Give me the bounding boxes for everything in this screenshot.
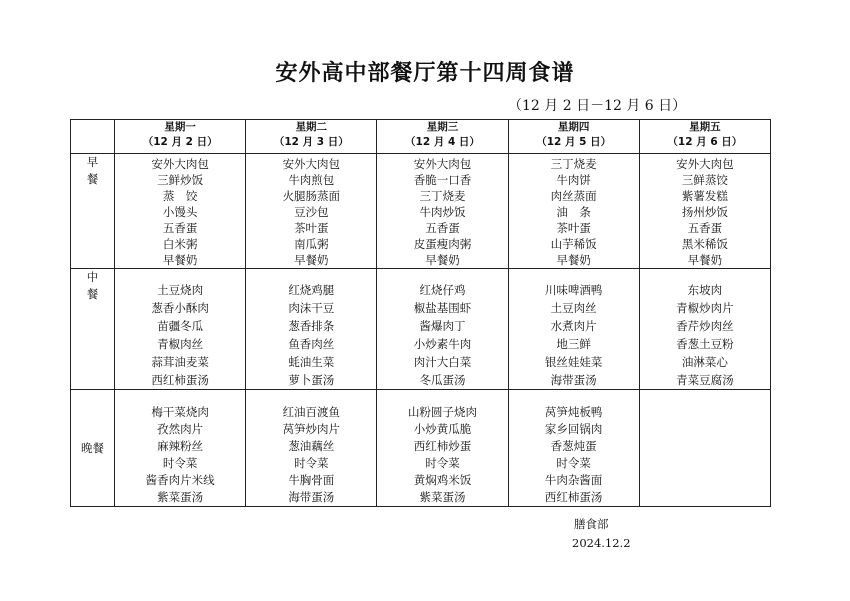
dish-item: 早餐奶 xyxy=(687,253,723,267)
meal-label xyxy=(71,154,115,269)
dish-item: 蒸 饺 xyxy=(162,189,198,203)
dish-item: 葱香排条 xyxy=(288,319,335,333)
dish-item: 油淋菜心 xyxy=(681,355,728,369)
dish-item: 黄焖鸡米饭 xyxy=(413,473,472,487)
dish-list xyxy=(115,390,245,506)
day-header-wed xyxy=(377,120,508,154)
dish-item: 五香蛋 xyxy=(425,221,460,235)
dish-list xyxy=(509,269,639,389)
day-date: （12 月 3 日） xyxy=(273,136,349,148)
dish-item: 茶叶蛋 xyxy=(556,221,591,235)
dish-list xyxy=(509,390,639,506)
menu-cell xyxy=(115,154,246,269)
dish-list xyxy=(377,390,507,506)
dish-item: 牛胸骨面 xyxy=(288,473,335,487)
dish-list xyxy=(115,154,245,268)
dish-item: 海带蛋汤 xyxy=(550,373,597,387)
dish-item: 三鲜炒饭 xyxy=(157,173,204,187)
dish-item: 西红柿蛋汤 xyxy=(544,490,603,504)
dish-item: 东坡肉 xyxy=(687,283,723,297)
dish-item: 酱香肉片米线 xyxy=(145,473,215,487)
dish-item: 青椒肉丝 xyxy=(157,337,204,351)
dish-list xyxy=(640,390,770,404)
dish-item: 梅干菜烧肉 xyxy=(151,405,209,419)
dish-item: 青椒炒肉片 xyxy=(676,301,734,315)
dish-item: 水煮肉片 xyxy=(550,319,597,333)
dish-item: 青菜豆腐汤 xyxy=(676,373,734,387)
menu-cell xyxy=(377,390,508,507)
dish-item: 小炒黄瓜脆 xyxy=(413,422,472,436)
day-header-tue xyxy=(246,120,377,154)
header-row xyxy=(71,120,771,154)
dish-item: 银丝娃娃菜 xyxy=(544,355,603,369)
dish-item: 五香蛋 xyxy=(162,221,198,235)
menu-cell xyxy=(639,390,770,507)
dish-item: 家乡回锅肉 xyxy=(544,422,603,436)
dish-list xyxy=(377,269,507,389)
day-name: 星期一 xyxy=(164,121,196,133)
dish-item: 西红柿蛋汤 xyxy=(151,373,209,387)
menu-cell xyxy=(508,390,639,507)
dish-item: 三鲜蒸饺 xyxy=(681,173,728,187)
dish-item: 三丁烧麦 xyxy=(419,189,466,203)
dish-list xyxy=(377,154,507,268)
dish-item: 蚝油生菜 xyxy=(288,355,335,369)
dish-item: 葱油藕丝 xyxy=(288,439,335,453)
meal-label xyxy=(71,269,115,390)
dish-item: 茶叶蛋 xyxy=(294,221,329,235)
day-header-thu xyxy=(508,120,639,154)
menu-cell xyxy=(377,154,508,269)
dish-item: 莴笋炒肉片 xyxy=(282,422,341,436)
dish-item: 蒜茸油麦菜 xyxy=(151,355,209,369)
dish-item: 红油百渡鱼 xyxy=(282,405,341,419)
dish-item: 肉丝蒸面 xyxy=(550,189,597,203)
dish-item: 肉沫干豆 xyxy=(288,301,335,315)
day-name: 星期四 xyxy=(557,121,590,133)
dish-item: 紫菜蛋汤 xyxy=(157,490,204,504)
menu-cell xyxy=(508,154,639,269)
corner-cell xyxy=(71,120,115,154)
page-title: 安外高中部餐厅第十四周食谱 xyxy=(275,61,575,86)
dish-item: 三丁烧麦 xyxy=(550,157,597,171)
dish-item: 时令菜 xyxy=(294,456,329,470)
meal-row-lunch xyxy=(71,269,771,390)
day-name: 星期二 xyxy=(295,121,328,133)
dish-item: 扬州炒饭 xyxy=(681,205,728,219)
dish-list xyxy=(246,269,376,389)
dish-item: 莴笋炖板鸭 xyxy=(544,405,603,419)
day-date: （12 月 2 日） xyxy=(142,136,218,148)
dish-item: 早餐奶 xyxy=(162,253,198,267)
dish-list xyxy=(640,154,770,268)
menu-table xyxy=(70,119,771,507)
day-date: （12 月 4 日） xyxy=(405,136,480,148)
dish-item: 红烧鸡腿 xyxy=(288,283,335,297)
menu-cell xyxy=(508,269,639,390)
meal-label xyxy=(71,390,115,507)
day-header-mon xyxy=(115,120,246,154)
meal-label-text: 早餐 xyxy=(86,155,99,186)
dish-item: 酱爆肉丁 xyxy=(419,319,466,333)
dish-item: 香葱炖蛋 xyxy=(550,439,597,453)
dish-item: 山粉圆子烧肉 xyxy=(407,405,477,419)
dish-item: 肉汁大白菜 xyxy=(413,355,472,369)
dish-item: 香葱土豆粉 xyxy=(676,337,734,351)
dish-item: 时令菜 xyxy=(556,456,591,470)
dish-item: 皮蛋瘦肉粥 xyxy=(413,237,472,251)
dish-item: 牛肉炒饭 xyxy=(419,205,466,219)
day-header-fri xyxy=(639,120,770,154)
dish-list xyxy=(640,269,770,389)
dish-item: 孜然肉片 xyxy=(157,422,204,436)
dish-item: 安外大肉包 xyxy=(151,157,209,171)
dish-item: 葱香小酥肉 xyxy=(151,301,209,315)
dish-item: 安外大肉包 xyxy=(282,157,341,171)
dish-item: 小炒素牛肉 xyxy=(413,337,472,351)
dish-item: 川味啤酒鸭 xyxy=(544,283,603,297)
dish-item: 萝卜蛋汤 xyxy=(288,373,335,387)
dish-item: 小馒头 xyxy=(162,205,198,219)
dish-item: 海带蛋汤 xyxy=(288,490,335,504)
menu-cell xyxy=(115,390,246,507)
dish-item: 山芋稀饭 xyxy=(550,237,597,251)
dish-item: 黑米稀饭 xyxy=(681,237,728,251)
dish-item: 早餐奶 xyxy=(425,253,460,267)
meal-label-text: 晚餐 xyxy=(81,441,105,455)
menu-cell xyxy=(639,154,770,269)
dish-item: 白米粥 xyxy=(162,237,198,251)
dish-item: 苗疆冬瓜 xyxy=(157,319,204,333)
dish-item: 安外大肉包 xyxy=(676,157,734,171)
date-range: （12 月 2 日－12 月 6 日） xyxy=(508,98,687,114)
dish-item: 早餐奶 xyxy=(294,253,329,267)
dish-list xyxy=(115,269,245,389)
dish-item: 紫薯发糕 xyxy=(681,189,728,203)
dish-item: 时令菜 xyxy=(162,456,198,470)
dish-item: 西红柿炒蛋 xyxy=(413,439,472,453)
day-name: 星期三 xyxy=(426,121,459,133)
dish-list xyxy=(509,154,639,268)
dish-list xyxy=(246,154,376,268)
dish-item: 豆沙包 xyxy=(294,205,329,219)
dish-item: 早餐奶 xyxy=(556,253,591,267)
dish-item: 地三鲜 xyxy=(556,337,591,351)
dish-item: 油 条 xyxy=(556,205,591,219)
day-name: 星期五 xyxy=(689,121,721,133)
menu-cell xyxy=(246,269,377,390)
menu-cell xyxy=(639,269,770,390)
meal-row-breakfast xyxy=(71,154,771,269)
dish-item: 牛肉煎包 xyxy=(288,173,335,187)
dish-item: 香脆一口香 xyxy=(413,173,472,187)
footer-department: 膳食部 xyxy=(574,517,609,531)
day-date: （12 月 5 日） xyxy=(536,136,612,148)
dish-item: 五香蛋 xyxy=(687,221,723,235)
dish-item: 红烧仔鸡 xyxy=(419,283,466,297)
dish-item: 鱼香肉丝 xyxy=(288,337,335,351)
meal-label-text: 中餐 xyxy=(86,270,99,301)
menu-cell xyxy=(115,269,246,390)
dish-item: 椒盐基围虾 xyxy=(413,301,472,315)
dish-item: 火腿肠蒸面 xyxy=(282,189,341,203)
menu-cell xyxy=(246,390,377,507)
dish-item: 安外大肉包 xyxy=(413,157,472,171)
dish-item: 牛肉饼 xyxy=(556,173,591,187)
dish-item: 麻辣粉丝 xyxy=(157,439,204,453)
day-date: （12 月 6 日） xyxy=(667,136,743,148)
dish-list xyxy=(246,390,376,506)
menu-cell xyxy=(246,154,377,269)
dish-item: 牛肉杂酱面 xyxy=(544,473,603,487)
footer-date: 2024.12.2 xyxy=(572,536,631,550)
dish-item: 土豆肉丝 xyxy=(550,301,597,315)
menu-cell xyxy=(377,269,508,390)
meal-row-dinner xyxy=(71,390,771,507)
dish-item: 时令菜 xyxy=(425,456,460,470)
dish-item: 土豆烧肉 xyxy=(157,283,204,297)
dish-item: 南瓜粥 xyxy=(294,237,329,251)
dish-item: 香芹炒肉丝 xyxy=(676,319,734,333)
dish-item: 冬瓜蛋汤 xyxy=(419,373,466,387)
dish-item: 紫菜蛋汤 xyxy=(419,490,466,504)
